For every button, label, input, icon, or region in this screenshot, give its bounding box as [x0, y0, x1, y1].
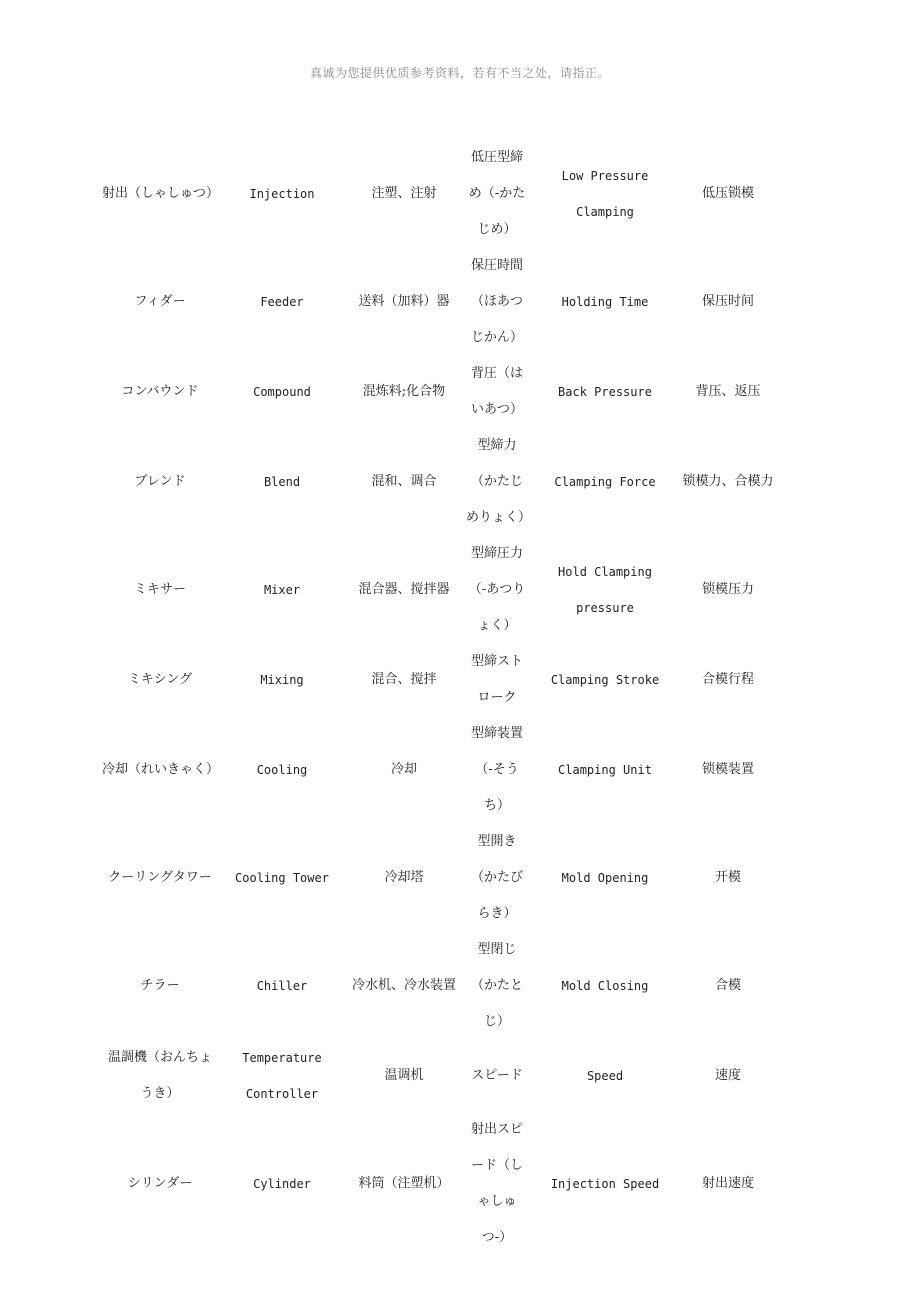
- table-row: [100, 716, 776, 824]
- japanese-term-cell: クーリングタワー: [108, 870, 212, 885]
- table-row: [100, 932, 776, 1040]
- table-row: [100, 824, 776, 932]
- table-row: [100, 1112, 776, 1256]
- chinese-term-cell: 锁模压力: [701, 582, 754, 597]
- chinese-term-cell: 料筒（注塑机）: [358, 1176, 450, 1191]
- japanese-term-cell: 型締力（かたじめりょく）: [466, 438, 532, 525]
- chinese-term-cell: 低压锁模: [701, 186, 754, 201]
- english-term-cell: Compound: [253, 385, 311, 399]
- table-row: [100, 536, 776, 644]
- chinese-term-cell: 冷却塔: [384, 870, 424, 885]
- japanese-term-cell: 射出（しゃしゅつ）: [102, 186, 220, 201]
- japanese-term-cell: ミキシング: [127, 672, 193, 687]
- japanese-term-cell: 温調機（おんちょうき）: [107, 1050, 212, 1101]
- chinese-term-cell: 注塑、注射: [371, 186, 437, 201]
- english-term-cell: Mixing: [260, 673, 304, 687]
- english-term-cell: Cooling Tower: [235, 871, 329, 885]
- table-row: [100, 248, 776, 356]
- japanese-term-cell: 冷却（れいきゃく）: [102, 762, 220, 777]
- japanese-term-cell: 低圧型締め（-かたじめ）: [468, 150, 526, 237]
- chinese-term-cell: 背压、返压: [695, 384, 761, 399]
- english-term-cell: Injection: [249, 187, 315, 201]
- english-term-cell: Cooling: [256, 763, 308, 777]
- japanese-term-cell: 型締装置（-そうち）: [470, 726, 523, 813]
- japanese-term-cell: 背圧（はいあつ）: [470, 366, 523, 417]
- japanese-term-cell: フィダー: [134, 294, 186, 309]
- header-note: 真诚为您提供优质参考资料，若有不当之处，请指正。: [309, 66, 610, 80]
- japanese-term-cell: ミキサー: [133, 582, 186, 597]
- japanese-term-cell: 型開き（かたびらき）: [470, 834, 523, 921]
- chinese-term-cell: 冷却: [390, 762, 417, 777]
- chinese-term-cell: 混合器、搅拌器: [358, 582, 450, 597]
- english-term-cell: Mold Opening: [561, 871, 649, 885]
- english-term-cell: Hold Clamping pressure: [558, 565, 652, 615]
- chinese-term-cell: 温调机: [384, 1068, 424, 1083]
- japanese-term-cell: スピード: [471, 1068, 523, 1083]
- japanese-term-cell: 型締圧力（-あつりょく）: [468, 546, 526, 633]
- table-row: [100, 428, 776, 536]
- english-term-cell: Clamping Force: [554, 475, 656, 489]
- chinese-term-cell: 锁模力、合模力: [682, 474, 774, 489]
- chinese-term-cell: 混炼料;化合物: [362, 384, 446, 399]
- english-term-cell: Temperature Controller: [242, 1051, 322, 1101]
- chinese-term-cell: 保压时间: [701, 294, 754, 309]
- japanese-term-cell: 射出スピード（しゃしゅつ-）: [470, 1122, 523, 1245]
- english-term-cell: Feeder: [260, 295, 304, 309]
- english-term-cell: Back Pressure: [558, 385, 652, 399]
- japanese-term-cell: コンバウンド: [121, 384, 199, 399]
- english-term-cell: Blend: [263, 475, 301, 489]
- glossary-table: [100, 140, 776, 1256]
- english-term-cell: Chiller: [256, 979, 308, 993]
- glossary-body: [100, 140, 776, 1256]
- table-row: [100, 140, 776, 248]
- english-term-cell: Low Pressure Clamping: [561, 169, 649, 219]
- chinese-term-cell: 合模行程: [701, 672, 754, 687]
- japanese-term-cell: 保圧時間（ほあつじかん）: [470, 258, 523, 345]
- english-term-cell: Cylinder: [253, 1177, 311, 1191]
- chinese-term-cell: 速度: [714, 1068, 741, 1083]
- chinese-term-cell: 冷水机、冷水装置: [351, 978, 456, 993]
- english-term-cell: Mold Closing: [561, 979, 649, 993]
- english-term-cell: Speed: [586, 1069, 624, 1083]
- table-row: [100, 644, 776, 716]
- japanese-term-cell: シリンダー: [127, 1176, 193, 1191]
- chinese-term-cell: 送料（加料）器: [358, 294, 450, 309]
- english-term-cell: Clamping Unit: [558, 763, 652, 777]
- japanese-term-cell: 型閉じ（かたとじ）: [470, 942, 523, 1029]
- chinese-term-cell: 混合、搅拌: [371, 672, 437, 687]
- chinese-term-cell: 射出速度: [701, 1176, 754, 1191]
- chinese-term-cell: 混和、调合: [371, 474, 437, 489]
- table-row: [100, 356, 776, 428]
- japanese-term-cell: チラー: [140, 978, 180, 993]
- chinese-term-cell: 合模: [714, 978, 741, 993]
- english-term-cell: Holding Time: [561, 295, 649, 309]
- japanese-term-cell: ブレンド: [134, 474, 186, 489]
- chinese-term-cell: 开模: [714, 870, 741, 885]
- chinese-term-cell: 锁模装置: [701, 762, 754, 777]
- english-term-cell: Mixer: [263, 583, 301, 597]
- table-row: [100, 1040, 776, 1112]
- english-term-cell: Injection Speed: [550, 1177, 660, 1191]
- japanese-term-cell: 型締ストローク: [470, 654, 523, 705]
- english-term-cell: Clamping Stroke: [550, 673, 660, 687]
